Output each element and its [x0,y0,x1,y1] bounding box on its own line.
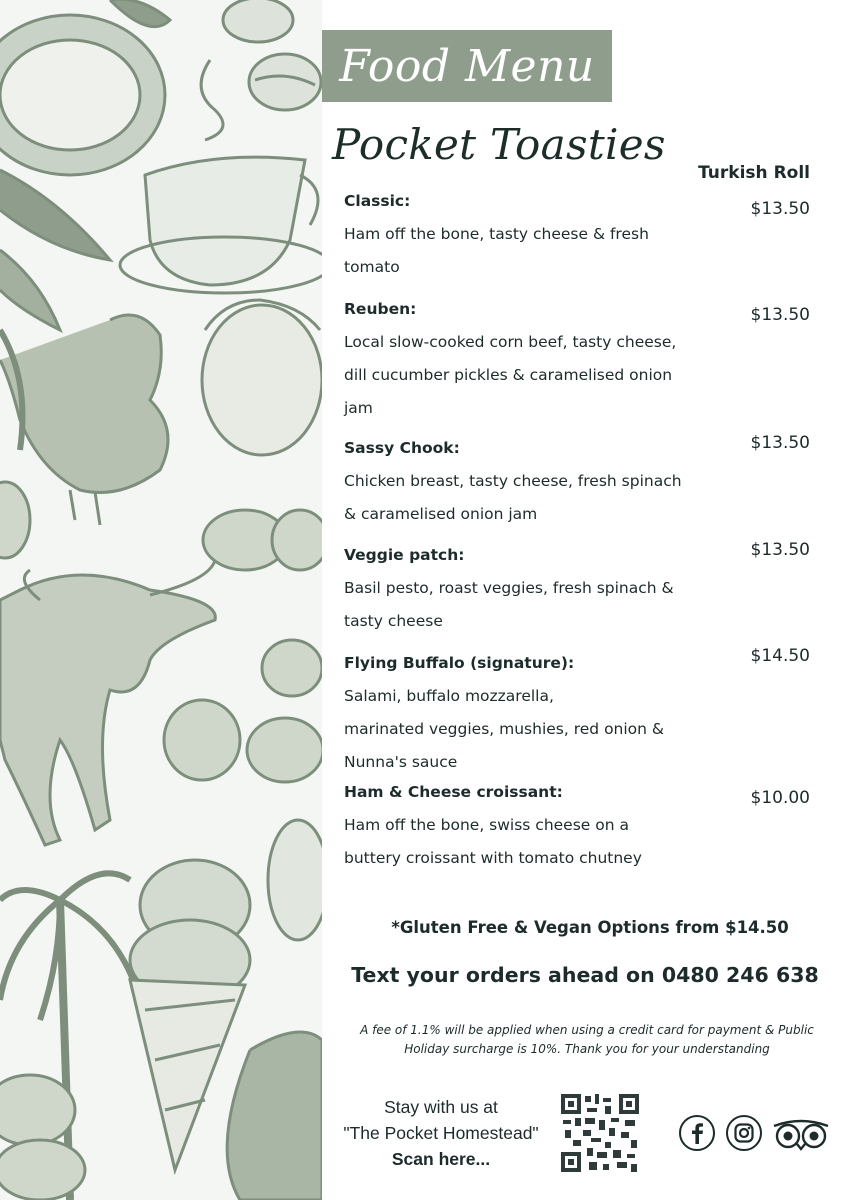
stay-line: "The Pocket Homestead" [343,1123,539,1143]
menu-item-sassy-chook [344,432,694,531]
menu-item-ham-cheese-croissant [344,776,694,875]
item-desc-line: & caramelised onion jam [344,505,538,523]
section-title: Pocket Toasties [332,120,666,169]
food-illustration [0,0,322,1200]
menu-title-banner [322,30,612,102]
item-name: Ham & Cheese croissant: [344,783,563,801]
menu-item-flying-buffalo [344,647,694,779]
item-name: Sassy Chook: [344,439,460,457]
menu-title: Food Menu [339,40,595,92]
item-desc-line: tasty cheese [344,612,443,630]
item-price: $13.50 [750,433,810,453]
item-name: Flying Buffalo (signature): [344,654,575,672]
surcharge-line: Holiday surcharge is 10%. Thank you for your understanding [404,1042,770,1056]
instagram-icon[interactable] [725,1114,763,1152]
menu-item-reuben [344,293,694,425]
item-desc-line: marinated veggies, mushies, red onion & [344,720,664,738]
item-name: Veggie patch: [344,546,465,564]
item-name: Classic: [344,192,411,210]
menu-item-veggie-patch [344,539,694,638]
gluten-free-note: *Gluten Free & Vegan Options from $14.50 [391,918,789,937]
facebook-icon[interactable] [678,1114,716,1152]
order-ahead-note: Text your orders ahead on 0480 246 638 [351,963,819,987]
item-desc-line: Nunna's sauce [344,753,458,771]
column-heading: Turkish Roll [698,163,810,183]
surcharge-note [340,1021,834,1059]
surcharge-line: A fee of 1.1% will be applied when using a credit card for payment & Public [360,1023,814,1037]
item-price: $13.50 [750,199,810,219]
scan-label: Scan here... [391,1149,491,1169]
item-desc-line: Local slow-cooked corn beef, tasty cheese, [344,333,677,351]
item-desc-line: Salami, buffalo mozzarella, [344,687,554,705]
item-desc-line: Ham off the bone, swiss cheese on a [344,816,629,834]
tripadvisor-icon[interactable] [770,1114,832,1152]
item-desc-line: buttery croissant with tomato chutney [344,849,642,867]
menu-item-classic [344,185,694,284]
item-price: $14.50 [750,646,810,666]
item-price: $13.50 [750,540,810,560]
item-desc-line: jam [344,399,373,417]
stay-line: Stay with us at [384,1097,498,1117]
illustration-panel [0,0,322,1200]
item-desc-line: dill cucumber pickles & caramelised onion [344,366,673,384]
item-desc-line: Chicken breast, tasty cheese, fresh spinach [344,472,682,490]
item-desc-line: Basil pesto, roast veggies, fresh spinach & [344,579,674,597]
item-name: Reuben: [344,300,417,318]
item-desc-line: Ham off the bone, tasty cheese & fresh [344,225,649,243]
homestead-promo [326,1094,556,1172]
item-price: $10.00 [750,788,810,808]
item-desc-line: tomato [344,258,400,276]
item-price: $13.50 [750,305,810,325]
qr-code-icon[interactable] [561,1094,639,1172]
